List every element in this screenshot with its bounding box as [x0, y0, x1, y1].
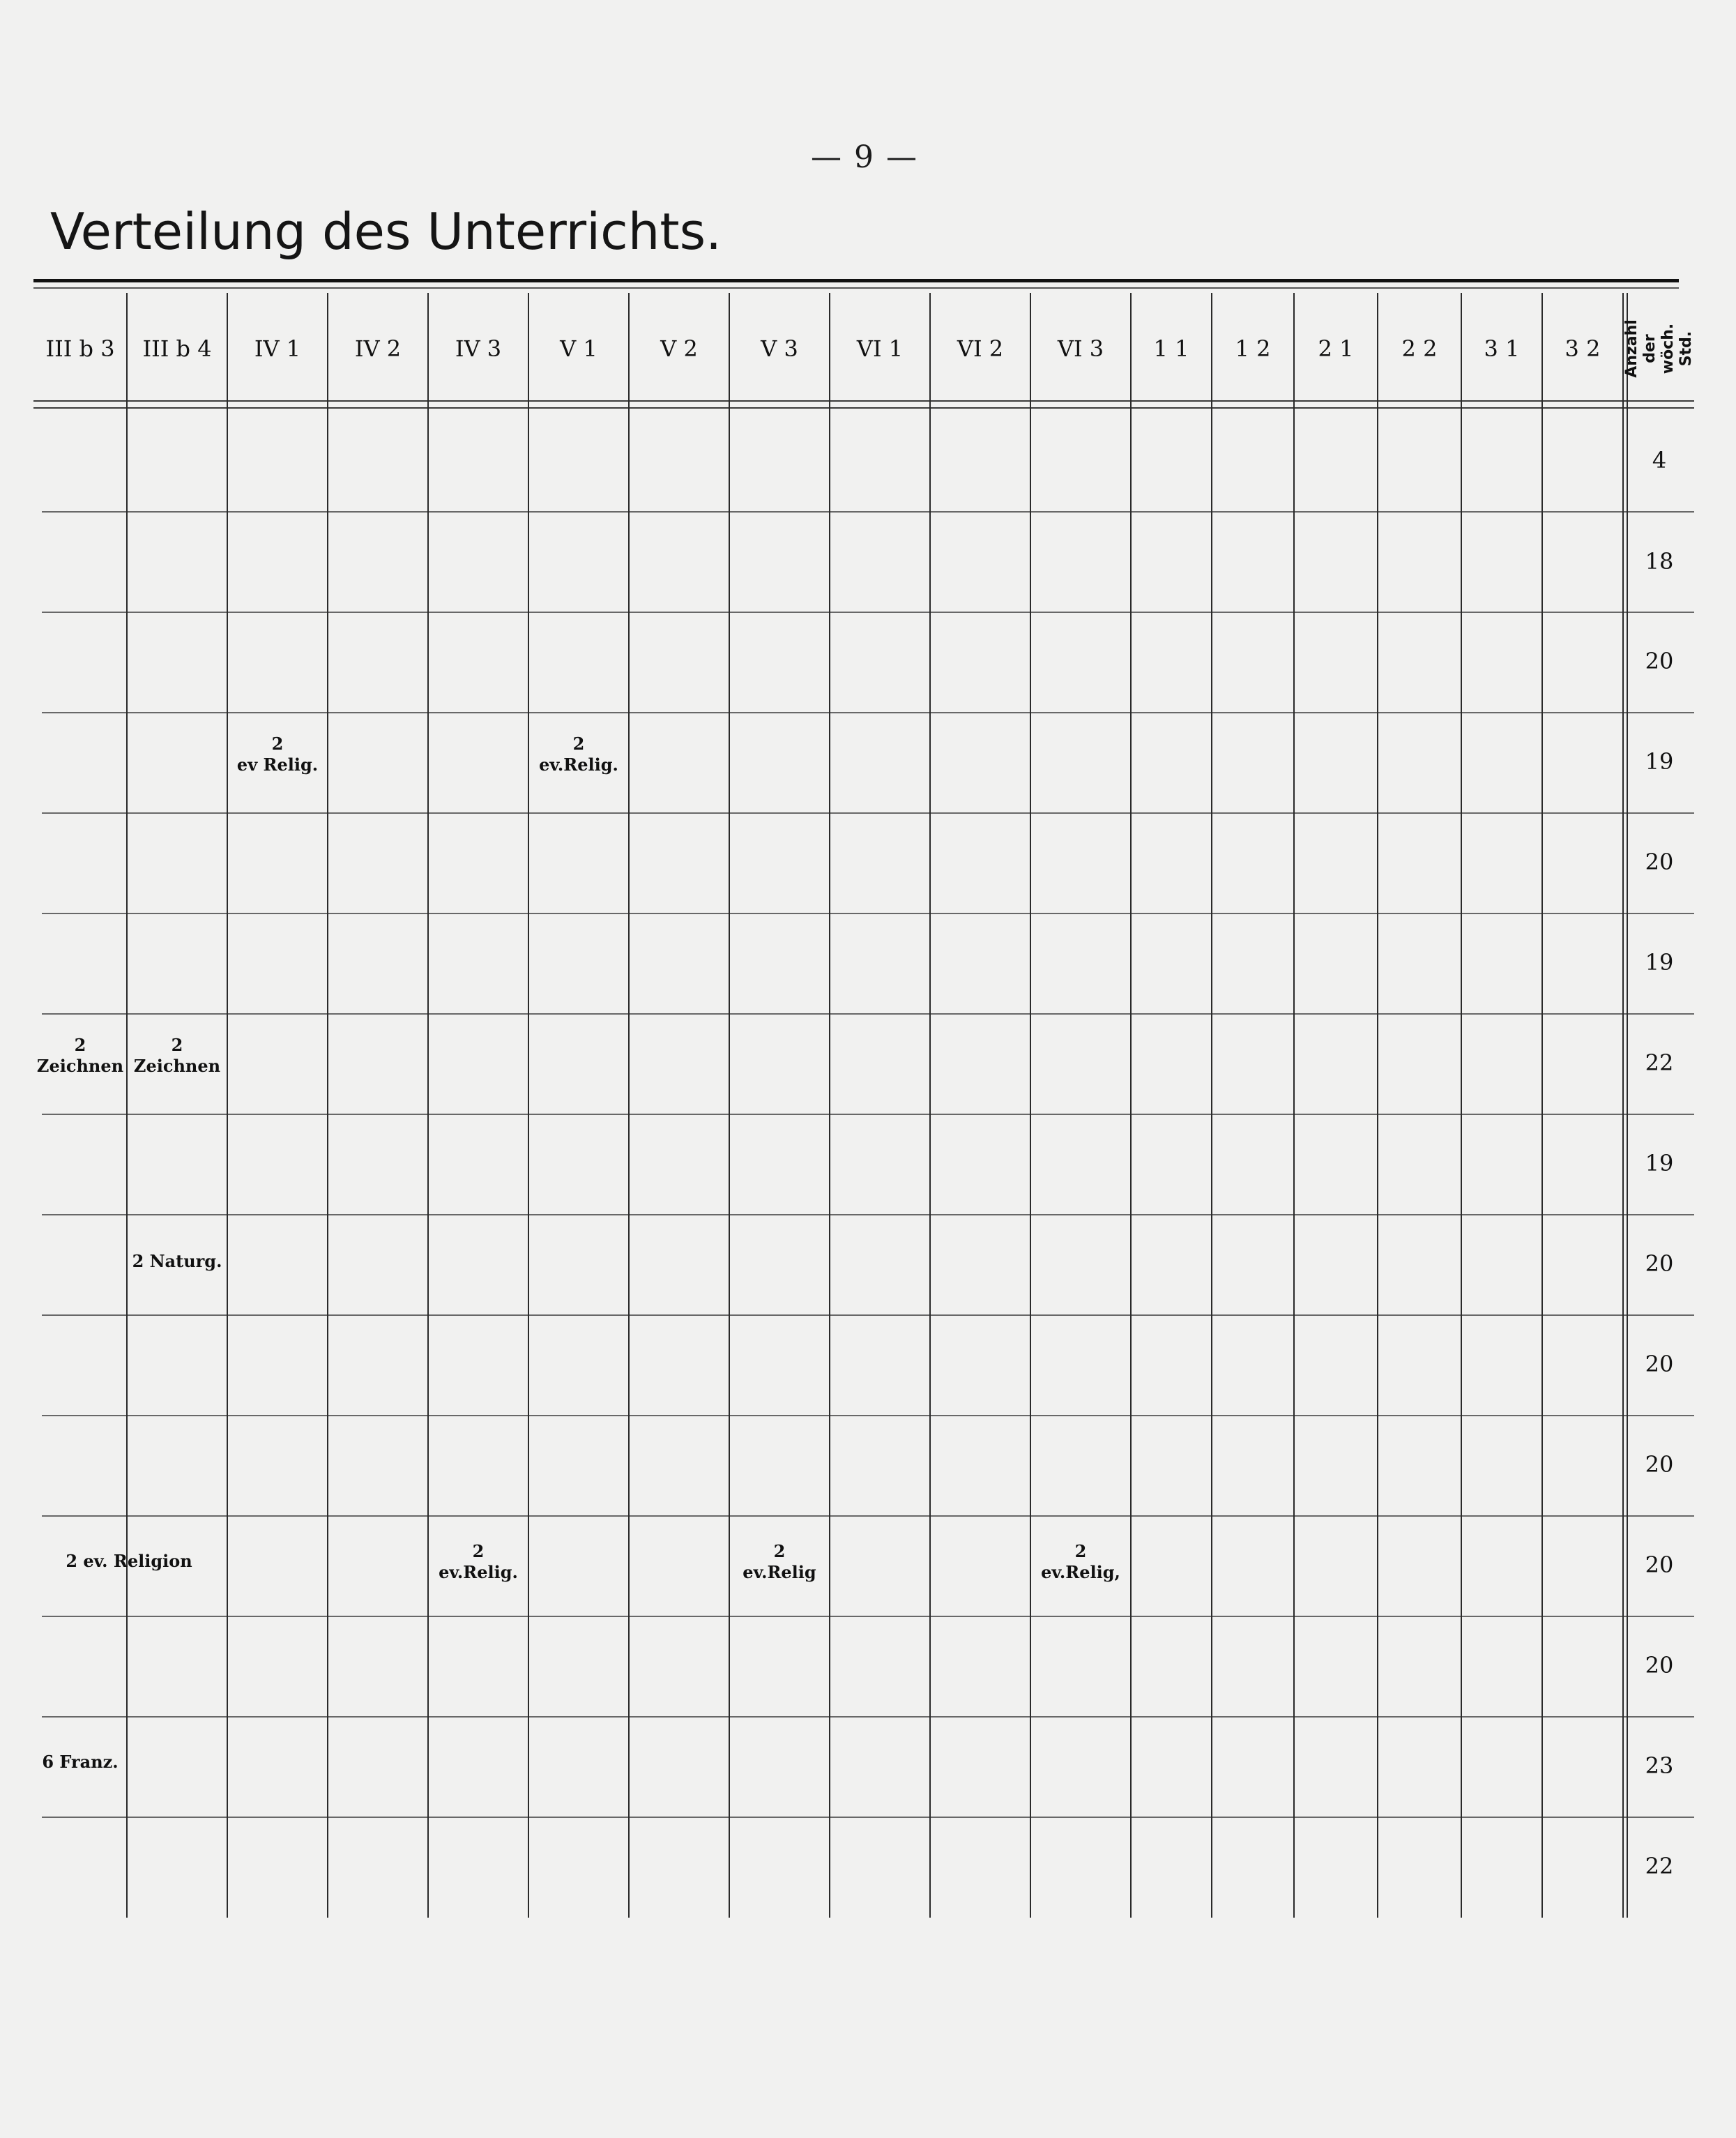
- schedule-entry: 2 Zeichnen: [36, 1035, 124, 1076]
- total-hours: 19: [1645, 949, 1674, 976]
- total-hours: 20: [1645, 1250, 1674, 1277]
- schedule-entry: 2 Naturg.: [132, 1251, 222, 1271]
- total-hours: 19: [1645, 1150, 1674, 1176]
- column-header-1-2: 1 2: [1235, 335, 1271, 362]
- total-hours: 20: [1645, 1351, 1674, 1377]
- total-hours: 20: [1645, 849, 1674, 875]
- schedule-entry: 2 ev.Relig.: [539, 734, 618, 775]
- column-header-1-1: 1 1: [1153, 335, 1189, 362]
- column-header-iiib4: III b 4: [142, 335, 212, 362]
- column-header-iv3: IV 3: [455, 335, 502, 362]
- total-hours: 20: [1645, 1451, 1674, 1478]
- column-header-2-1: 2 1: [1318, 335, 1354, 362]
- column-header-v1: V 1: [560, 335, 597, 362]
- column-header-v2: V 2: [660, 335, 698, 362]
- total-hours: 23: [1645, 1752, 1674, 1779]
- column-header-vi1: VI 1: [856, 335, 904, 362]
- column-header-weekly-hours: Anzahl der wöch. Std.: [1623, 319, 1695, 378]
- total-hours: 22: [1645, 1853, 1674, 1879]
- schedule-entry: 2 ev. Religion: [66, 1551, 192, 1571]
- schedule-entry: 2 ev.Relig: [743, 1541, 816, 1582]
- total-hours: 22: [1645, 1049, 1674, 1076]
- column-header-3-1: 3 1: [1484, 335, 1520, 362]
- page-number: — 9 —: [811, 139, 918, 175]
- total-hours: 18: [1645, 548, 1674, 575]
- page-title: Verteilung des Unterrichts.: [50, 202, 722, 261]
- column-header-iv1: IV 1: [254, 335, 301, 362]
- column-header-2-2: 2 2: [1401, 335, 1438, 362]
- column-header-iiib3: III b 3: [45, 335, 115, 362]
- column-header-vi2: VI 2: [957, 335, 1004, 362]
- column-header-3-2: 3 2: [1564, 335, 1601, 362]
- total-hours: 20: [1645, 1652, 1674, 1678]
- column-header-iv2: IV 2: [354, 335, 402, 362]
- schedule-entry: 6 Franz.: [42, 1752, 119, 1772]
- schedule-entry: 2 ev.Relig.: [439, 1541, 518, 1582]
- total-hours: 19: [1645, 748, 1674, 775]
- column-header-v3: V 3: [761, 335, 798, 362]
- column-header-vi3: VI 3: [1057, 335, 1104, 362]
- total-hours: 4: [1652, 447, 1667, 473]
- schedule-entry: 2 ev Relig.: [236, 734, 319, 775]
- total-hours: 20: [1645, 1552, 1674, 1578]
- schedule-entry: 2 Zeichnen: [133, 1035, 221, 1076]
- total-hours: 20: [1645, 648, 1674, 674]
- schedule-entry: 2 ev.Relig,: [1041, 1541, 1120, 1582]
